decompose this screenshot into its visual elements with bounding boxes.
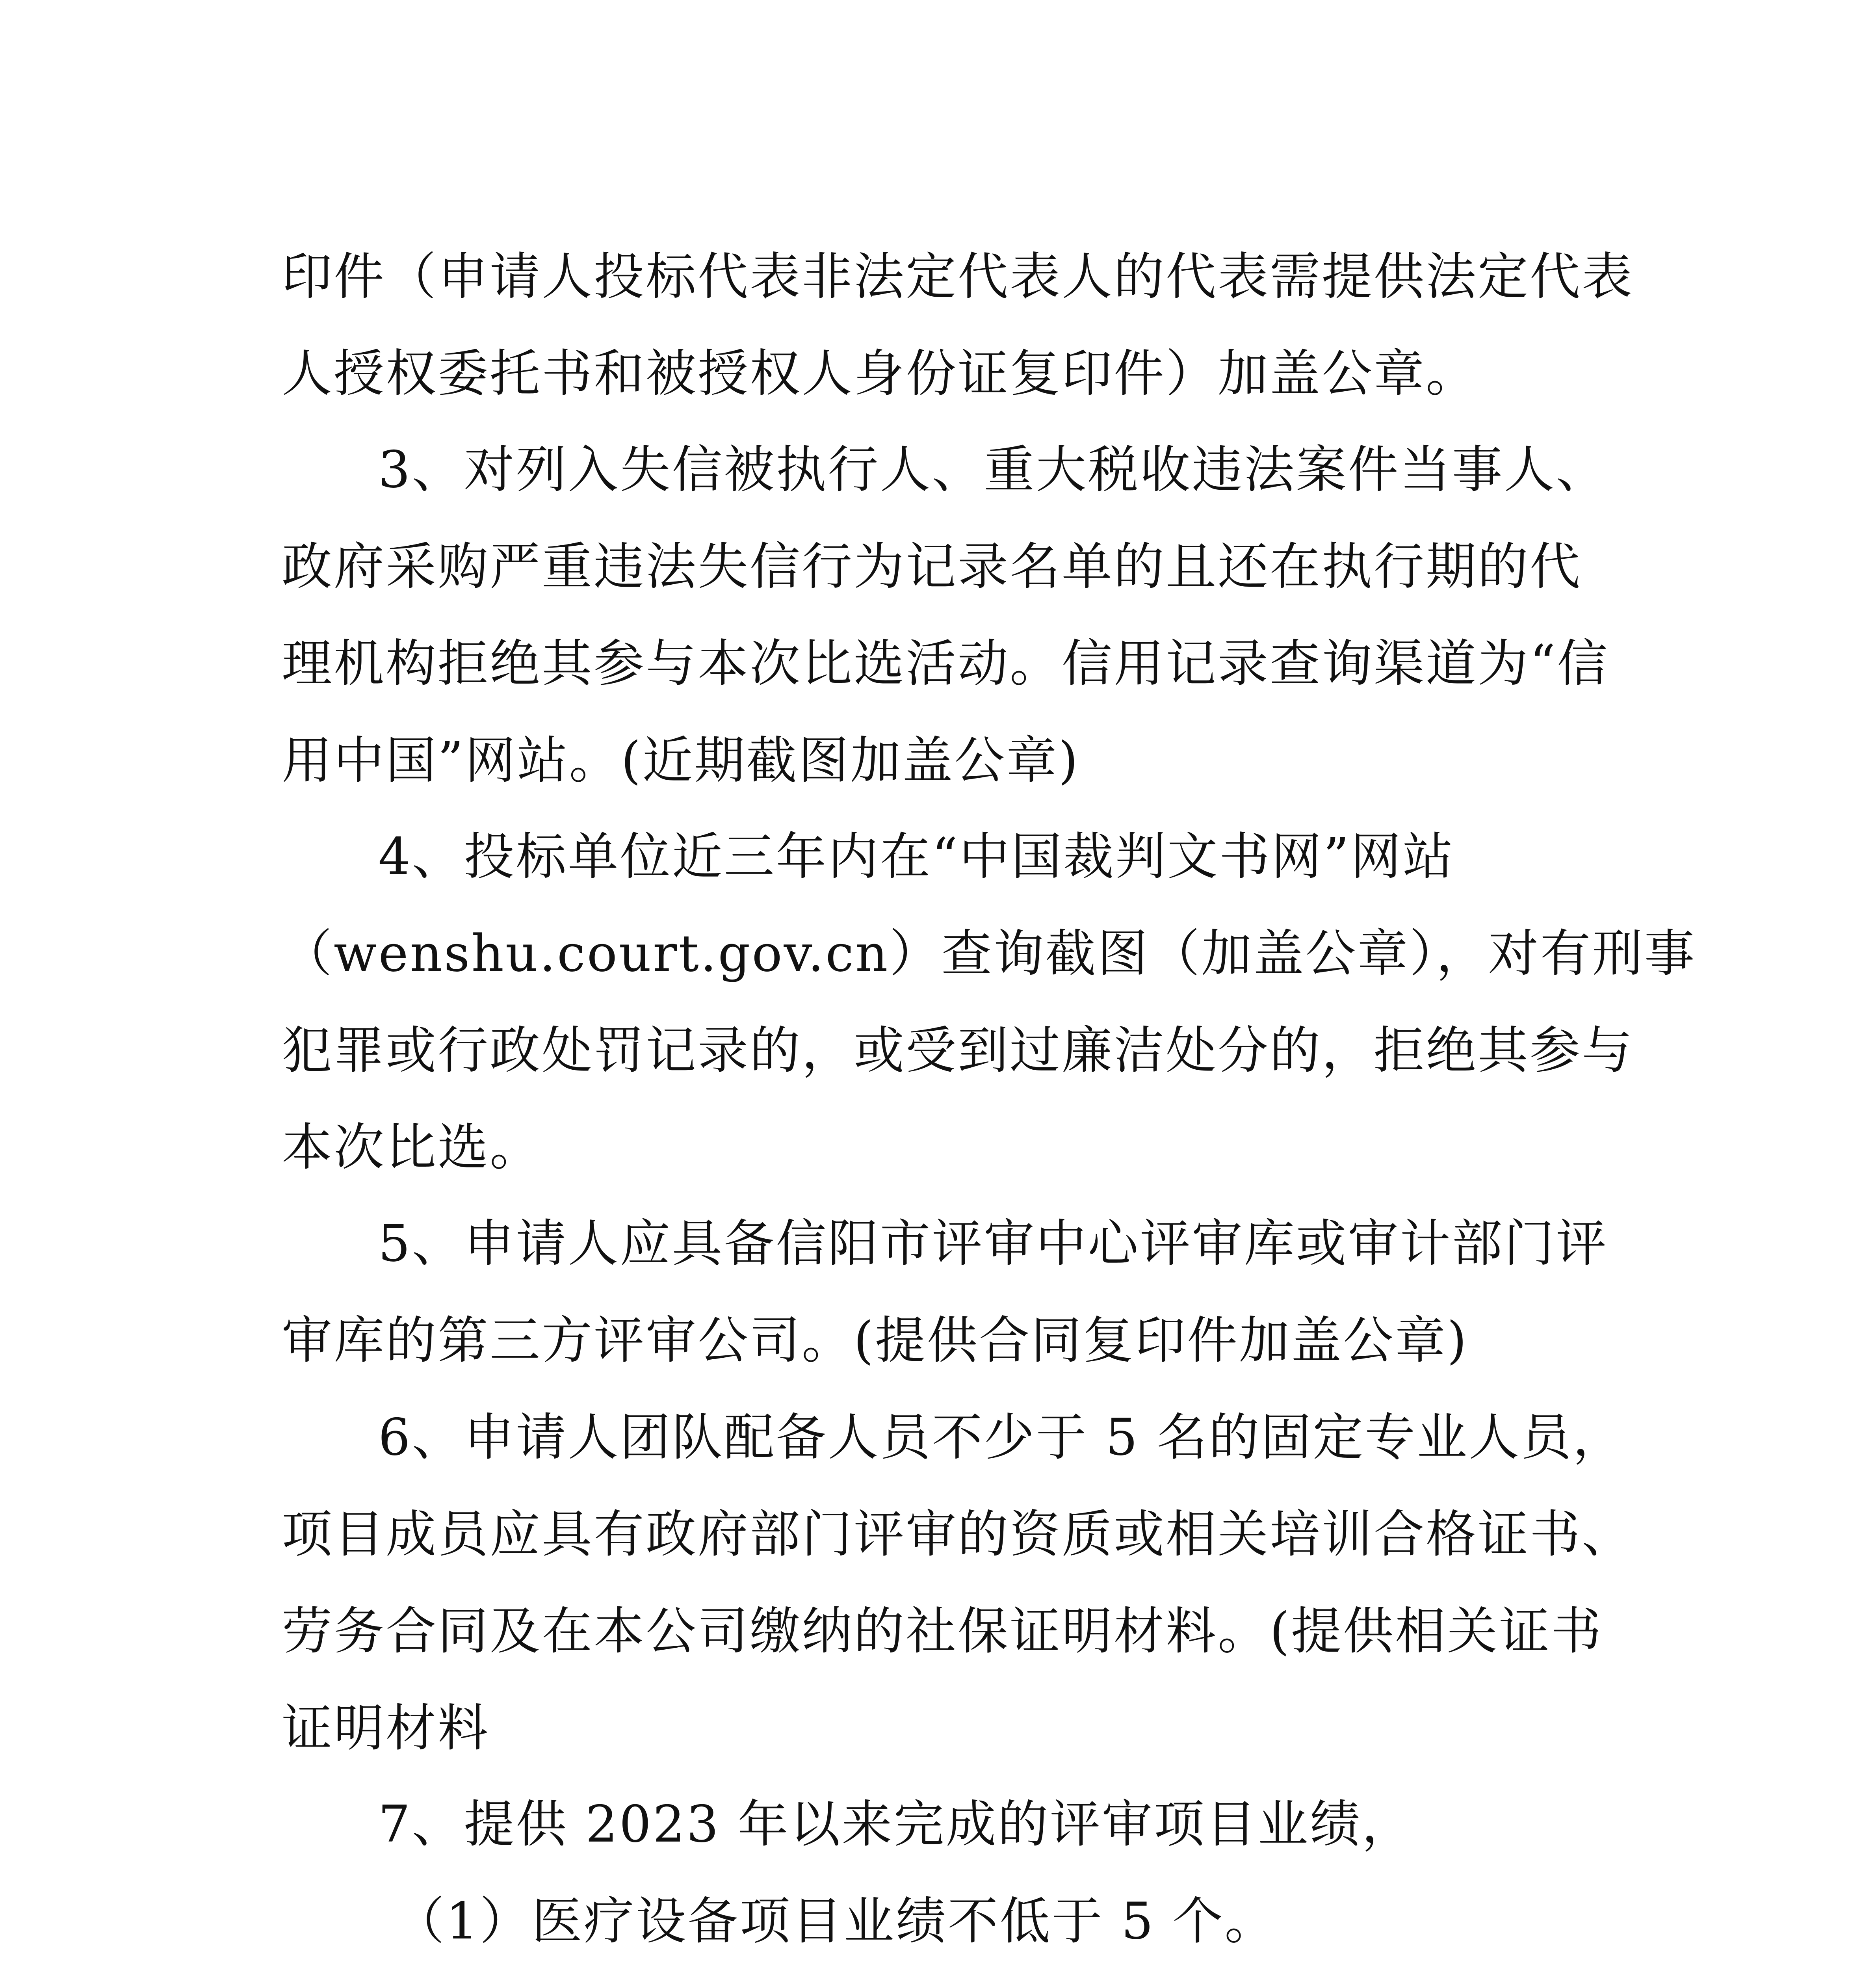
text-line: 审库的第三方评审公司。(提供合同复印件加盖公章) [282, 1311, 1468, 1370]
text-line: 7、提供 2023 年以来完成的评审项目业绩， [378, 1795, 1414, 1854]
text-line: 人授权委托书和被授权人身份证复印件）加盖公章。 [282, 344, 1478, 403]
text-line: 犯罪或行政处罚记录的，或受到过廉洁处分的，拒绝其参与 [282, 1021, 1634, 1080]
text-line: （1）医疗设备项目业绩不低于 5 个。 [394, 1892, 1277, 1951]
text-line: 4、投标单位近三年内在“中国裁判文书网”网站 [378, 827, 1455, 886]
text-line: 政府采购严重违法失信行为记录名单的且还在执行期的代 [282, 537, 1582, 596]
text-line: 本次比选。 [282, 1118, 542, 1177]
text-line: 印件（申请人投标代表非法定代表人的代表需提供法定代表 [282, 247, 1634, 306]
text-line: 理机构拒绝其参与本次比选活动。信用记录查询渠道为“信 [282, 634, 1609, 693]
text-line: 5、申请人应具备信阳市评审中心评审库或审计部门评 [378, 1214, 1608, 1273]
text-line: 3、对列入失信被执行人、重大税收违法案件当事人、 [378, 440, 1608, 499]
text-line: 项目成员应具有政府部门评审的资质或相关培训合格证书、 [282, 1505, 1634, 1564]
text-line: 6、申请人团队配备人员不少于 5 名的固定专业人员， [378, 1408, 1625, 1467]
text-line: 证明材料 [282, 1699, 490, 1758]
text-line: （wenshu.court.gov.cn）查询截图（加盖公章），对有刑事 [282, 924, 1696, 983]
text-line: 劳务合同及在本公司缴纳的社保证明材料。(提供相关证书 [282, 1602, 1603, 1661]
text-line: 用中国”网站。(近期截图加盖公章) [282, 731, 1080, 790]
